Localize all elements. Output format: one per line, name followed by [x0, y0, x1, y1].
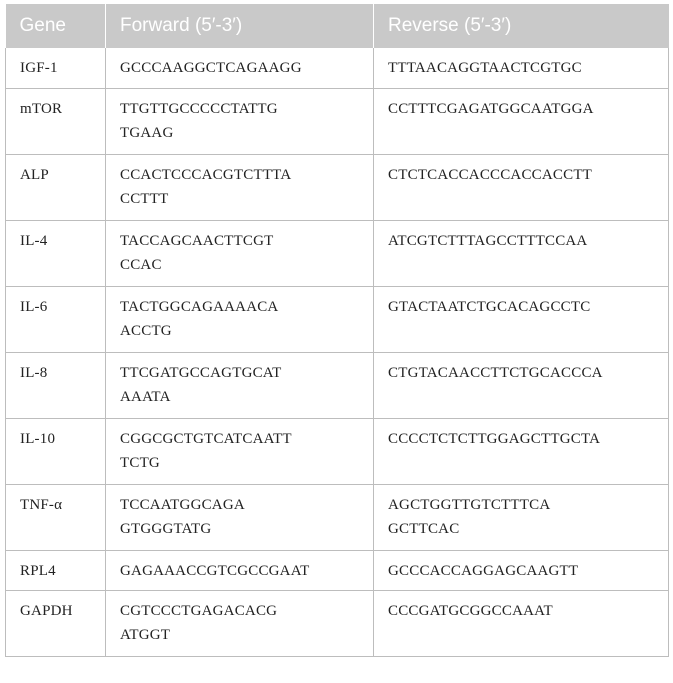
table-row-il10 [6, 418, 669, 484]
primer-table [5, 4, 669, 657]
sequence-line: ATCGTCTTTAGCCTTTCCAA [388, 232, 588, 249]
sequence-line: CCCGATGCGGCCAAAT [388, 602, 553, 619]
forward-cell [106, 88, 374, 154]
sequence-line: CCACTCCCACGTCTTTA [120, 166, 292, 183]
forward-cell [106, 220, 374, 286]
sequence-line: GTGGGTATG [120, 520, 212, 537]
table-row-il4 [6, 220, 669, 286]
forward-cell [106, 154, 374, 220]
sequence-line: GAGAAACCGTCGCCGAAT [120, 562, 310, 579]
sequence-line: TTCGATGCCAGTGCAT [120, 364, 282, 381]
sequence-line: CCTTT [120, 190, 169, 207]
forward-cell [106, 590, 374, 656]
forward-cell [106, 418, 374, 484]
sequence-line: ACCTG [120, 322, 172, 339]
reverse-cell [374, 484, 669, 550]
table-row-tnfa [6, 484, 669, 550]
table-row-mtor [6, 88, 669, 154]
sequence-line: ATGGT [120, 626, 171, 643]
header-reverse: Reverse (5′-3′) [374, 4, 669, 48]
sequence-line: CCCCTCTCTTGGAGCTTGCTA [388, 430, 601, 447]
gene-cell: RPL4 [6, 550, 106, 590]
reverse-cell [374, 286, 669, 352]
reverse-cell [374, 590, 669, 656]
sequence-line: CGTCCCTGAGACACG [120, 602, 278, 619]
table-row-gapdh [6, 590, 669, 656]
sequence-line: TACCAGCAACTTCGT [120, 232, 274, 249]
sequence-line: TTTAACAGGTAACTCGTGC [388, 60, 582, 76]
table-row-alp [6, 154, 669, 220]
reverse-cell [374, 352, 669, 418]
sequence-line: TCTG [120, 454, 160, 471]
table-row-rpl4 [6, 550, 669, 590]
gene-cell: IGF-1 [6, 48, 106, 88]
gene-cell: IL-6 [6, 286, 106, 352]
gene-cell: GAPDH [6, 590, 106, 656]
reverse-cell [374, 220, 669, 286]
reverse-cell [374, 154, 669, 220]
sequence-line: CCAC [120, 256, 162, 273]
gene-cell: mTOR [6, 88, 106, 154]
header-forward: Forward (5′-3′) [106, 4, 374, 48]
forward-cell [106, 48, 374, 88]
sequence-line: CGGCGCTGTCATCAATT [120, 430, 292, 447]
header-row [6, 4, 669, 48]
sequence-line: CTGTACAACCTTCTGCACCCA [388, 364, 603, 381]
gene-cell: ALP [6, 154, 106, 220]
forward-cell [106, 484, 374, 550]
reverse-cell [374, 48, 669, 88]
sequence-line: AGCTGGTTGTCTTTCA [388, 496, 551, 513]
table-body [6, 48, 669, 656]
sequence-line: TGAAG [120, 124, 174, 141]
sequence-line: CCTTTCGAGATGGCAATGGA [388, 100, 594, 117]
table-header [6, 4, 669, 48]
reverse-cell [374, 550, 669, 590]
sequence-line: GCTTCAC [388, 520, 460, 537]
gene-cell: IL-10 [6, 418, 106, 484]
header-gene: Gene [6, 4, 106, 48]
sequence-line: CTCTCACCACCCACCACCTT [388, 166, 593, 183]
sequence-line: TTGTTGCCCCCTATTG [120, 100, 278, 117]
forward-cell [106, 550, 374, 590]
gene-cell: TNF-α [6, 484, 106, 550]
gene-cell: IL-8 [6, 352, 106, 418]
sequence-line: TCCAATGGCAGA [120, 496, 245, 513]
sequence-line: AAATA [120, 388, 171, 405]
reverse-cell [374, 418, 669, 484]
sequence-line: GTACTAATCTGCACAGCCTC [388, 298, 591, 315]
reverse-cell [374, 88, 669, 154]
table-row-igf1 [6, 48, 669, 88]
gene-cell: IL-4 [6, 220, 106, 286]
sequence-line: GCCCACCAGGAGCAAGTT [388, 562, 579, 579]
forward-cell [106, 352, 374, 418]
sequence-line: TACTGGCAGAAAACA [120, 298, 279, 315]
forward-cell [106, 286, 374, 352]
sequence-line: GCCCAAGGCTCAGAAGG [120, 60, 302, 76]
table-row-il8 [6, 352, 669, 418]
table-row-il6 [6, 286, 669, 352]
